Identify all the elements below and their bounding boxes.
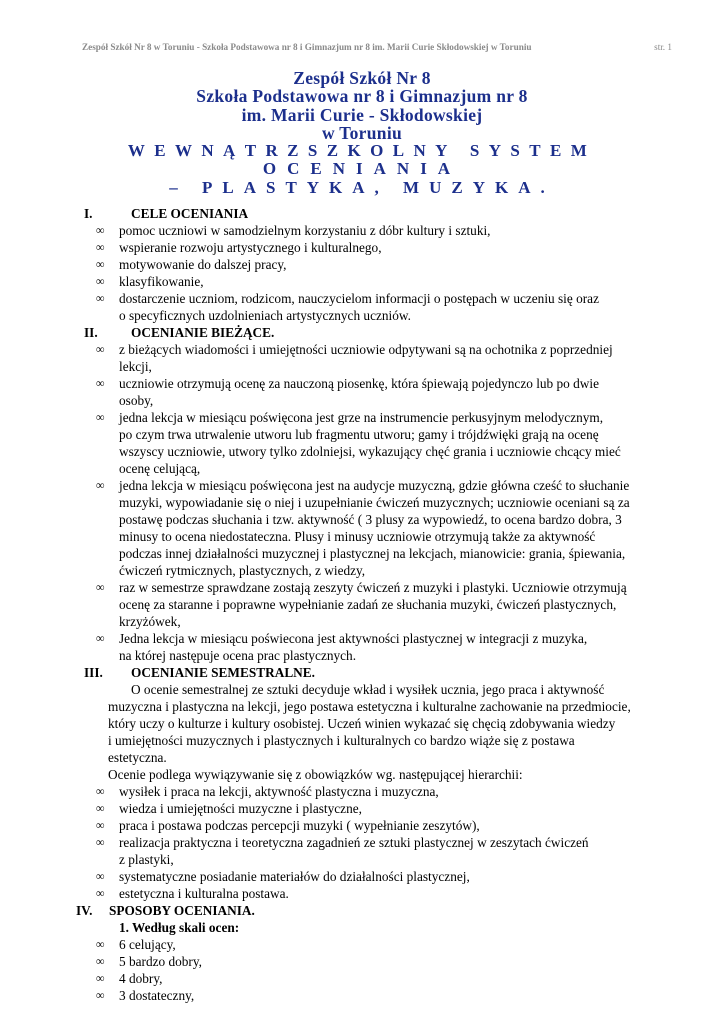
title-line: Zespół Szkół Nr 8: [293, 68, 431, 88]
title-spaced-line: OCENIANIA: [262, 159, 462, 179]
list-item-continuation: ocenę celującą,: [119, 461, 201, 476]
infinity-bullet-icon: ∞: [96, 257, 105, 271]
infinity-bullet-icon: ∞: [96, 342, 105, 356]
list-item-continuation: krzyżówek,: [119, 614, 181, 629]
list-item: Jedna lekcja w miesiącu poświecona jest aktywności plastycznej w integracji z muzyka,: [119, 631, 588, 646]
list-item: realizacja praktyczna i teoretyczna zagadnień ze sztuki plastycznej w zeszytach ćwiczeń: [119, 835, 589, 850]
page-header: [82, 42, 672, 56]
list-item-continuation: lekcji,: [119, 359, 152, 374]
list-item-continuation: postawę podczas słuchania i tzw. aktywność ( 3 plusy za wypowiedź, to ocena bardzo dobra, 3: [119, 512, 622, 527]
infinity-bullet-icon: ∞: [96, 631, 105, 645]
paragraph-line: który uczy o kulturze i kultury osobistej. Uczeń winien wykazać się chęcią zdobywania wiedzy: [108, 716, 616, 731]
list-item-continuation: wszyscy uczniowie, utwory tylko zdolniejsi, wykazujący chęć grania i uczniowie chcący mieć: [119, 444, 621, 459]
list-item: wysiłek i praca na lekcji, aktywność plastyczna i muzyczna,: [119, 784, 439, 799]
infinity-bullet-icon: ∞: [96, 291, 105, 305]
list-item: z bieżących wiadomości i umiejętności uczniowie odpytywani są na ochotnika z poprzedniej: [119, 342, 613, 357]
infinity-bullet-icon: ∞: [96, 869, 105, 883]
infinity-bullet-icon: ∞: [96, 971, 105, 985]
list-item-continuation: po czym trwa utrwalenie utworu lub fragmentu utworu; gamy i trójdźwięki grają na ocenę: [119, 427, 599, 442]
paragraph-line: estetyczna.: [108, 750, 167, 765]
infinity-bullet-icon: ∞: [96, 478, 105, 492]
title-line: im. Marii Curie - Skłodowskiej: [241, 104, 483, 125]
list-item: raz w semestrze sprawdzane zostają zeszyty ćwiczeń z muzyki i plastyki. Uczniowie otrzymują: [119, 580, 627, 595]
list-item: praca i postawa podczas percepcji muzyki ( wypełnianie zeszytów),: [119, 818, 480, 833]
infinity-bullet-icon: ∞: [96, 376, 105, 390]
header-page-number: str. 1: [654, 42, 672, 52]
list-item: pomoc uczniowi w samodzielnym korzystaniu z dóbr kultury i sztuki,: [119, 223, 491, 238]
infinity-bullet-icon: ∞: [96, 410, 105, 424]
list-item-continuation: osoby,: [119, 393, 154, 408]
list-item: wiedza i umiejętności muzyczne i plastyczne,: [119, 801, 362, 816]
list-item-continuation: minusy to ocena niedostateczna. Plusy i minusy uczniowie otrzymują także za aktywność: [119, 529, 596, 544]
infinity-bullet-icon: ∞: [96, 886, 105, 900]
infinity-bullet-icon: ∞: [96, 240, 105, 254]
grade-item: 6 celujący,: [119, 937, 176, 952]
infinity-bullet-icon: ∞: [96, 580, 105, 594]
subsection-heading: 1. Według skali ocen:: [119, 920, 240, 935]
section-heading: OCENIANIE SEMESTRALNE.: [131, 665, 315, 680]
paragraph-line: muzyczna i plastyczna na lekcji, jego postawa estetyczna i kulturalne zachowanie na przedmiocie,: [108, 699, 631, 714]
list-item: wspieranie rozwoju artystycznego i kulturalnego,: [119, 240, 382, 255]
paragraph-line: O ocenie semestralnej ze sztuki decyduje wkład i wysiłek ucznia, jego praca i aktywność: [131, 682, 605, 697]
infinity-bullet-icon: ∞: [96, 937, 105, 951]
infinity-bullet-icon: ∞: [96, 801, 105, 815]
list-item: jedna lekcja w miesiącu poświęcona jest grze na instrumencie perkusyjnym melodycznym,: [119, 410, 604, 425]
list-item: uczniowie otrzymują ocenę za nauczoną piosenkę, która śpiewają pojedynczo lub po dwie: [119, 376, 599, 391]
list-item: motywowanie do dalszej pracy,: [119, 257, 287, 272]
title-spaced-line: WEWNĄTRZSZKOLNY SYSTEM: [127, 141, 597, 161]
infinity-bullet-icon: ∞: [96, 784, 105, 798]
list-item-continuation: muzyki, wypowiadanie się o niej i uzupełnianie ćwiczeń muzycznych; uczniowie oceniani są za: [119, 495, 630, 510]
paragraph-line: i umiejętności muzycznych i plastycznych i kulturalnych co bardzo wiąże się z postawa: [108, 733, 575, 748]
grade-item: 5 bardzo dobry,: [119, 954, 202, 969]
list-item: klasyfikowanie,: [119, 274, 204, 289]
list-item-continuation: ćwiczeń rytmicznych, plastycznych, z wiedzy,: [119, 563, 366, 578]
title-line: Szkoła Podstawowa nr 8 i Gimnazjum nr 8: [196, 86, 528, 107]
document-title: [0, 69, 724, 197]
section-heading: CELE OCENIANIA: [131, 206, 249, 221]
list-item-continuation: z plastyki,: [119, 852, 174, 867]
title-line: w Toruniu: [321, 122, 403, 143]
list-item: dostarczenie uczniom, rodzicom, nauczycielom informacji o postępach w uczeniu się oraz: [119, 291, 599, 306]
title-spaced-line: – PLASTYKA, MUZYKA.: [169, 177, 555, 197]
infinity-bullet-icon: ∞: [96, 274, 105, 288]
list-item: estetyczna i kulturalna postawa.: [119, 886, 289, 901]
section-number: II.: [84, 325, 98, 340]
infinity-bullet-icon: ∞: [96, 818, 105, 832]
infinity-bullet-icon: ∞: [96, 835, 105, 849]
list-item: systematyczne posiadanie materiałów do działalności plastycznej,: [119, 869, 470, 884]
grade-item: 3 dostateczny,: [119, 988, 195, 1003]
list-item-continuation: ocenę za staranne i poprawne wypełnianie zadań ze słuchania muzyki, ćwiczeń plastycznych,: [119, 597, 617, 612]
list-item-continuation: podczas innej działalności muzycznej i plastycznej na lekcjach, mianowicie: grania, śpiewania,: [119, 546, 626, 561]
section-number: I.: [84, 206, 93, 221]
list-item-continuation: na której następuje ocena prac plastycznych.: [119, 648, 357, 663]
grade-item: 4 dobry,: [119, 971, 163, 986]
section-number: IV.: [76, 903, 93, 918]
infinity-bullet-icon: ∞: [96, 954, 105, 968]
list-item: jedna lekcja w miesiącu poświęcona jest na audycje muzyczną, gdzie główna cześć to słuchanie: [119, 478, 630, 493]
infinity-bullet-icon: ∞: [96, 223, 105, 237]
list-item-continuation: o specyficznych uzdolnieniach artystycznych uczniów.: [119, 308, 411, 323]
paragraph-line: Ocenie podlega wywiązywanie się z obowiązków wg. następującej hierarchii:: [108, 767, 523, 782]
header-school-name: Zespół Szkół Nr 8 w Toruniu - Szkoła Podstawowa nr 8 i Gimnazjum nr 8 im. Marii Curie Skłodowskiej w Toruniu: [82, 42, 532, 52]
infinity-bullet-icon: ∞: [96, 988, 105, 1002]
section-heading: SPOSOBY OCENIANIA.: [109, 903, 255, 918]
section-heading: OCENIANIE BIEŻĄCE.: [131, 325, 275, 340]
section-number: III.: [84, 665, 103, 680]
